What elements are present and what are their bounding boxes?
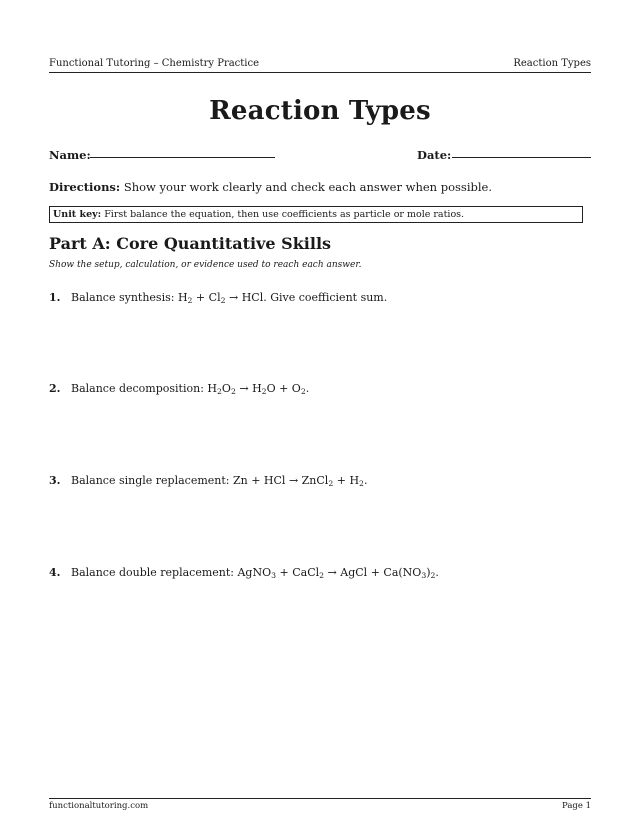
footer-website: functionaltutoring.com — [49, 801, 149, 811]
question-text: Balance decomposition: $H_2O_2 \to H_2O + O_2$. — [71, 382, 310, 396]
unit-key-label: Unit key: — [53, 209, 102, 220]
header-rule — [49, 72, 591, 73]
page-title: Reaction Types — [209, 96, 431, 126]
question-1 — [49, 291, 387, 304]
directions — [49, 180, 492, 194]
directions-label: Directions: — [49, 180, 121, 194]
directions-text: Show your work clearly and check each answer when possible. — [123, 180, 493, 194]
question-text: Balance double replacement: AgNO$_3$ + CaCl$_2$ → AgCl + $Ca(NO_3)_2$. — [71, 566, 439, 580]
question-number: 3. — [49, 474, 61, 487]
page-header — [49, 58, 591, 72]
question-text: Balance single replacement: Zn + HCl → ZnCl$_2$ + $H_2$. — [71, 474, 368, 488]
name-label: Name: — [49, 148, 91, 162]
question-number: 4. — [49, 566, 61, 579]
question-4 — [49, 566, 439, 579]
question-number: 1. — [49, 291, 61, 304]
section-title: Part A: Core Quantitative Skills — [49, 234, 332, 253]
question-2 — [49, 382, 309, 395]
unit-key-text: First balance the equation, then use coefficients as particle or mole ratios. — [104, 209, 465, 220]
question-number: 2. — [49, 382, 61, 395]
name-field-line[interactable] — [90, 157, 275, 158]
question-3 — [49, 474, 367, 487]
page-footer — [49, 801, 591, 813]
unit-key-box — [49, 206, 583, 223]
header-left-text: Functional Tutoring – Chemistry Practice — [49, 58, 260, 69]
footer-page-number: Page 1 — [562, 801, 591, 811]
header-right-text: Reaction Types — [513, 58, 591, 69]
section-subtitle: Show the setup, calculation, or evidence used to reach each answer. — [49, 260, 362, 270]
question-text: Balance synthesis: $H_2 + Cl_2$ → HCl. Give coefficient sum. — [71, 291, 388, 305]
date-field-line[interactable] — [452, 157, 591, 158]
footer-rule — [49, 798, 591, 799]
date-label: Date: — [417, 148, 452, 162]
